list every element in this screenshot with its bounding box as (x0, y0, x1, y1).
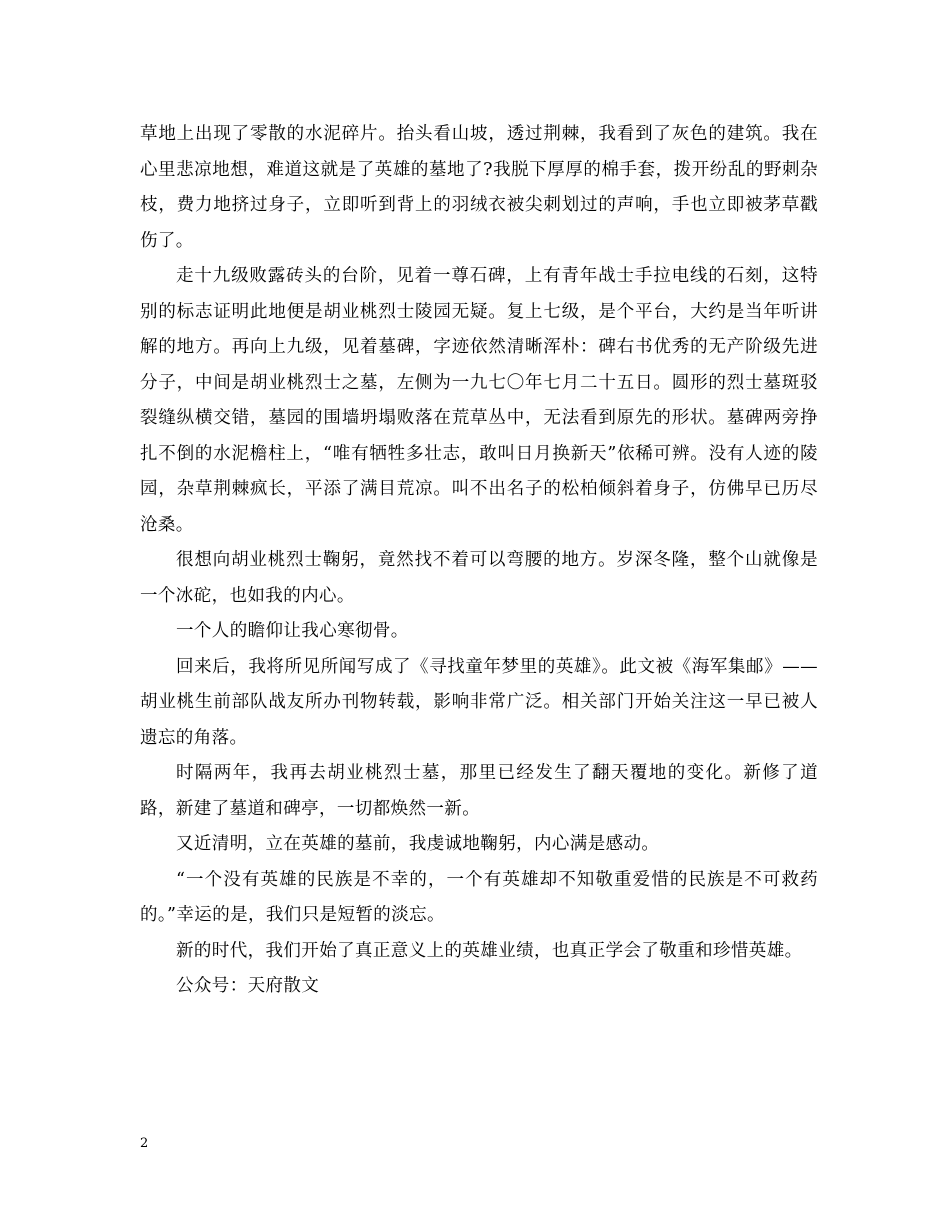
page-number: 2 (140, 1136, 149, 1151)
paragraph-8: “一个没有英雄的民族是不幸的，一个有英雄却不知敬重爱惜的民族是不可救药的。”幸运的是，我们只是短暂的淡忘。 (140, 869, 818, 925)
paragraph-2: 走十九级败露砖头的台阶，见着一尊石碑，上有青年战士手拉电线的石刻，这特别的标志证明此地便是胡业桃烈士陵园无疑。复上七级，是个平台，大约是当年听讲解的地方。再向上九级，见着墓碑，字迹依然清晰浑朴：碑右书优秀的无产阶级先进分子，中间是胡业桃烈士之墓，左侧为一九七〇年七月二十五日。圆形的烈士墓斑驳裂缝纵横交错，墓园的围墙坍塌败落在荒草丛中，无法看到原先的形状。墓碑两旁挣扎不倒的水泥檐柱上，“唯有牺牲多壮志，敢叫日月换新天”依稀可辨。没有人迹的陵园，杂草荆棘疯长，平添了满目荒凉。叫不出名子的松柏倾斜着身子，仿佛早已历尽沧桑。 (140, 266, 818, 535)
paragraph-4: 一个人的瞻仰让我心寒彻骨。 (176, 621, 409, 641)
body-text (140, 117, 818, 1005)
paragraph-3: 很想向胡业桃烈士鞠躬，竟然找不着可以弯腰的地方。岁深冬隆，整个山就像是一个冰砣，也如我的内心。 (140, 550, 818, 606)
paragraph-5: 回来后，我将所见所闻写成了《寻找童年梦里的英雄》。此文被《海军集邮》——胡业桃生前部队战友所办刊物转载，影响非常广泛。相关部门开始关注这一早已被人遗忘的角落。 (140, 656, 818, 748)
paragraph-1: 草地上出现了零散的水泥碎片。抬头看山坡，透过荆棘，我看到了灰色的建筑。我在心里悲凉地想，难道这就是了英雄的墓地了?我脱下厚厚的棉手套，拨开纷乱的野刺杂枝，费力地挤过身子，立即听到背上的羽绒衣被尖刺划过的声响，手也立即被茅草戳伤了。 (140, 124, 818, 251)
paragraph-6: 时隔两年，我再去胡业桃烈士墓，那里已经发生了翻天覆地的变化。新修了道路，新建了墓道和碑亭，一切都焕然一新。 (140, 763, 818, 819)
paragraph-7: 又近清明，立在英雄的墓前，我虔诚地鞠躬，内心满是感动。 (176, 834, 660, 854)
paragraph-9: 新的时代，我们开始了真正意义上的英雄业绩，也真正学会了敬重和珍惜英雄。 (176, 940, 803, 961)
paragraph-10: 公众号：天府散文 (176, 976, 320, 996)
